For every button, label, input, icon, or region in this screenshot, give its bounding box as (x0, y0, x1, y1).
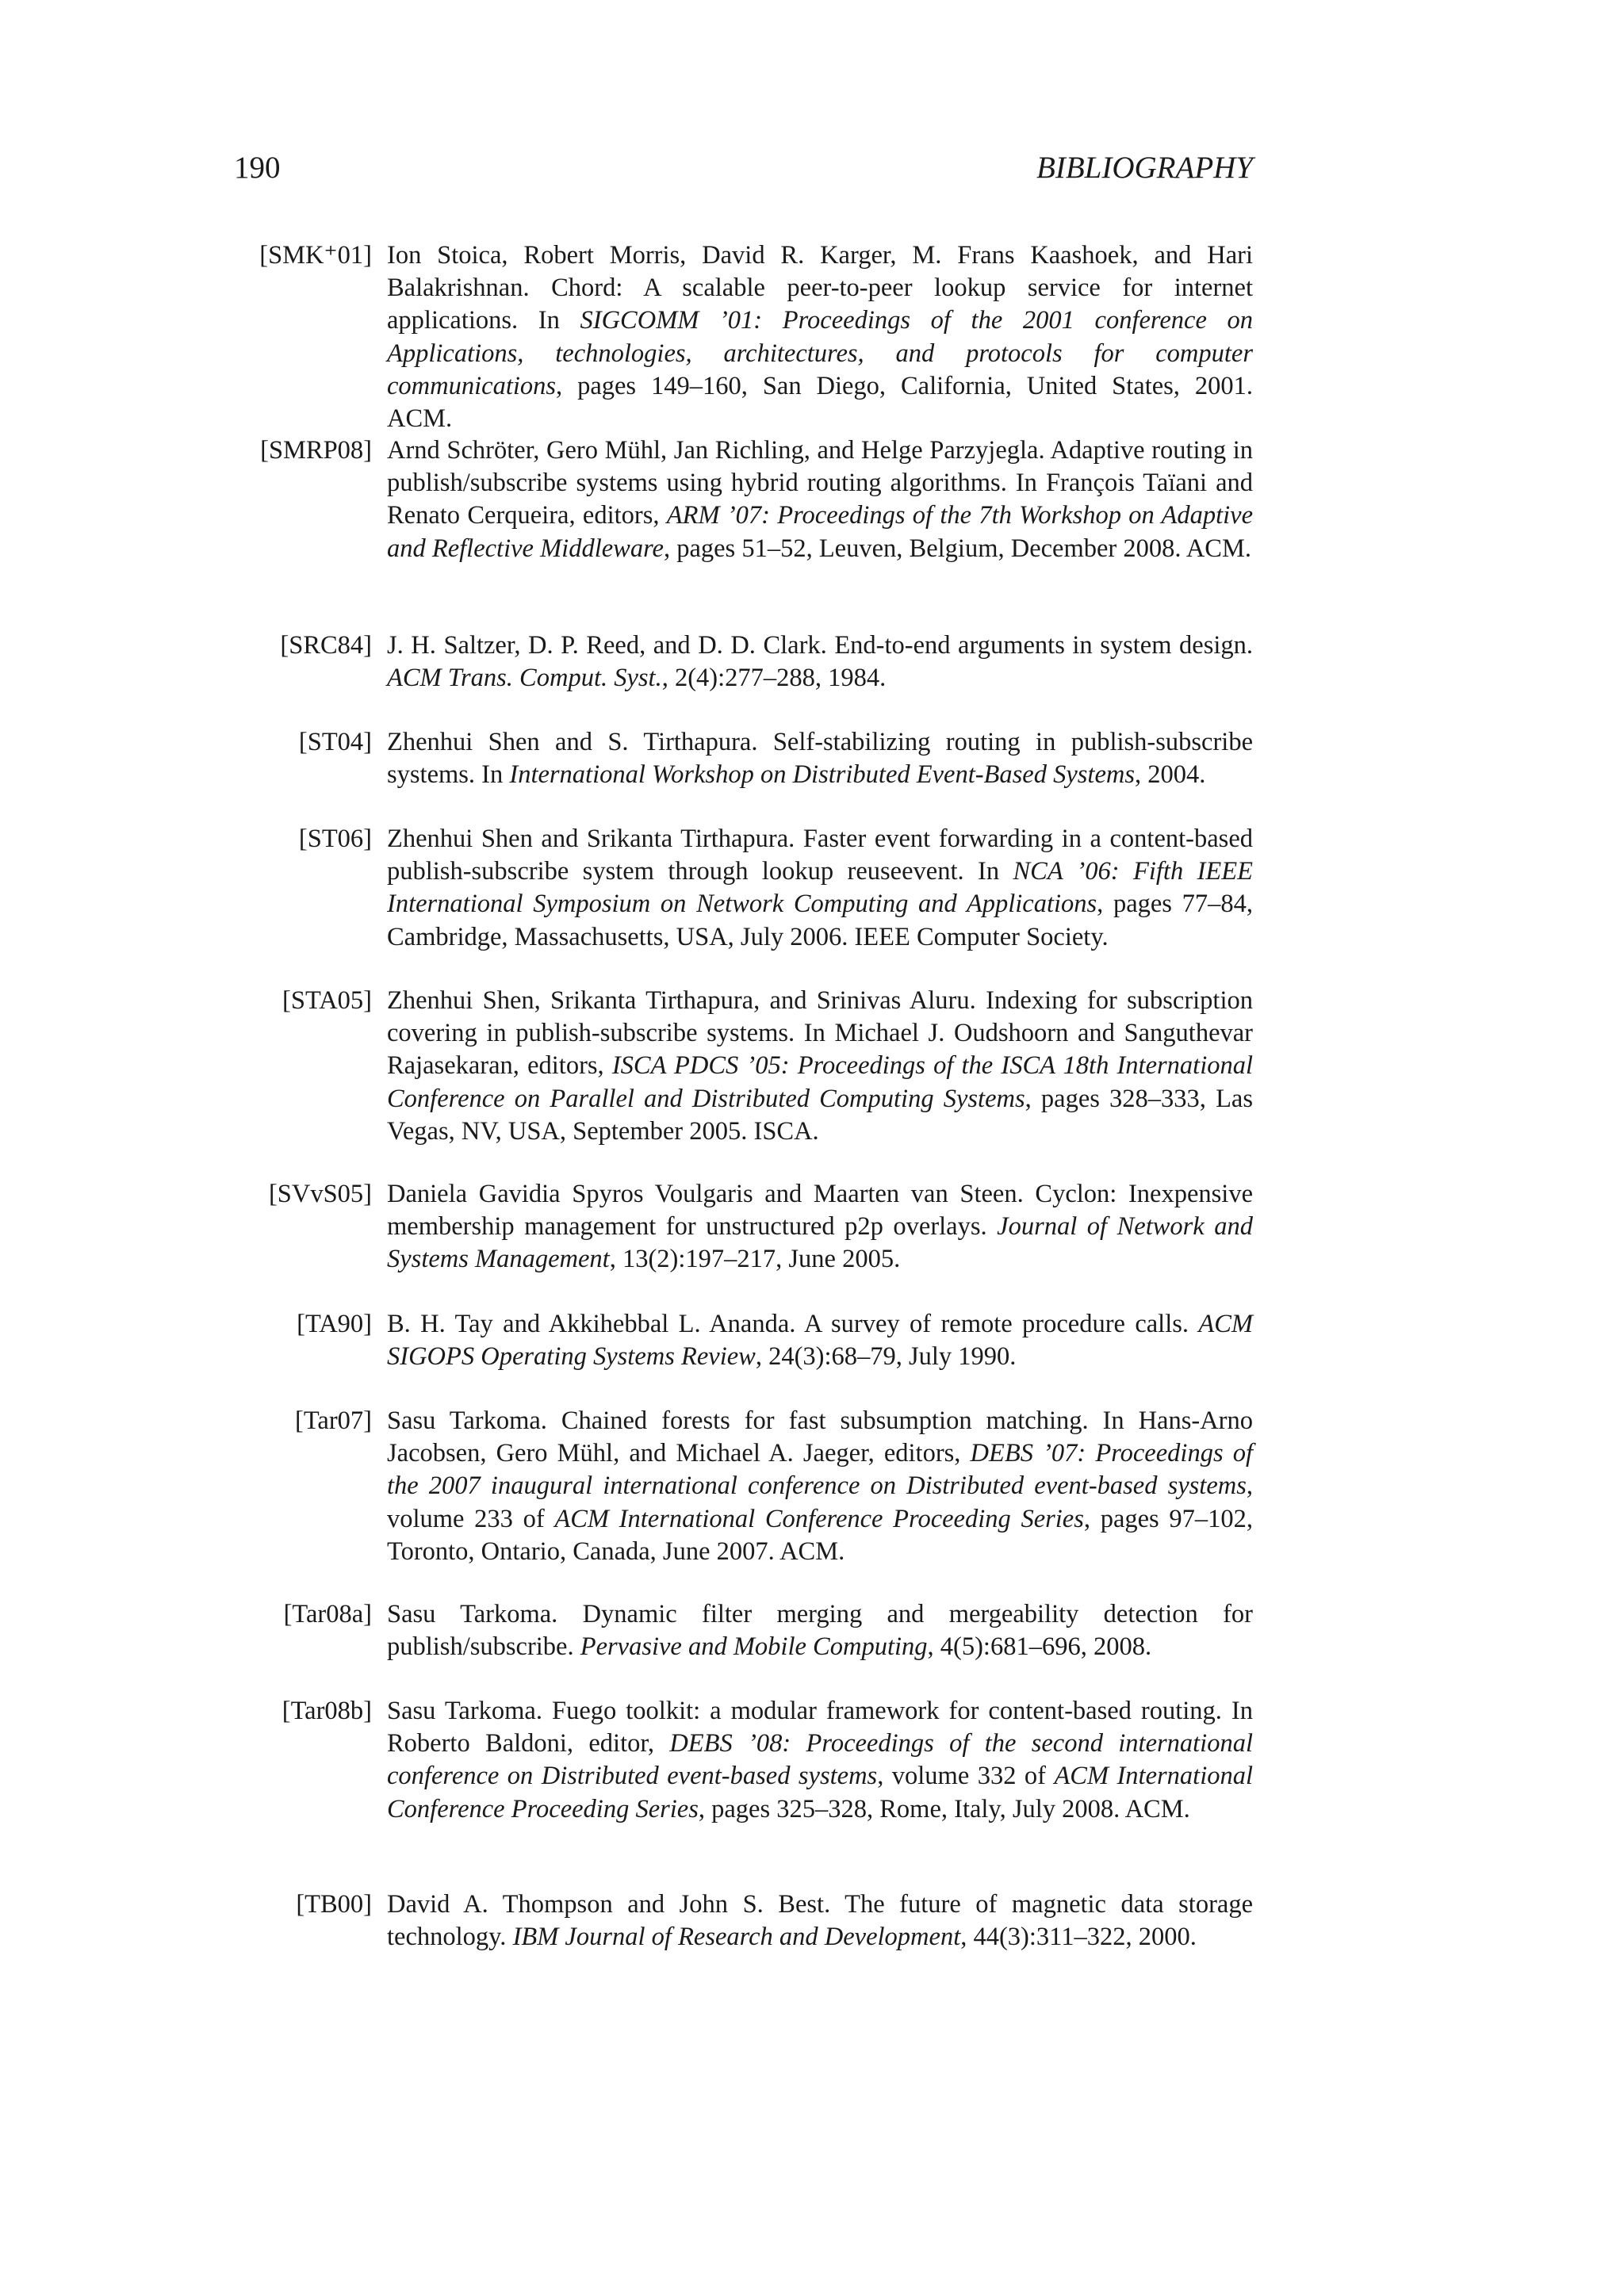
bib-entry (0, 434, 1624, 565)
bib-entry-text-segment: David A. Thompson and John S. Best. The future of magnetic data storage technology. (387, 1890, 1253, 1952)
bib-entry-text (387, 726, 1253, 791)
bib-entry-text (387, 1598, 1253, 1663)
bib-entry-title-italic: ACM Trans. Comput. Syst. (387, 664, 662, 693)
bib-entry-text-segment: Zhenhui Shen, Srikanta Tirthapura, and Srinivas Aluru. Indexing for subscription covering in publish-subscribe systems. In Michael J. Oudshoorn and Sanguthevar Rajasekaran, editors, (387, 986, 1253, 1081)
bib-entry (0, 1695, 1624, 1826)
bib-entry (0, 726, 1624, 791)
bib-entry-text-segment: Zhenhui Shen and S. Tirthapura. Self-stabilizing routing in publish-subscribe systems. In (387, 728, 1253, 790)
bib-entry (0, 239, 1624, 435)
running-title: BIBLIOGRAPHY (1036, 151, 1253, 185)
bib-entry-title-italic: ACM SIGOPS Operating Systems Review (387, 1310, 1253, 1372)
bib-entry-key: [SVvS05] (268, 1180, 372, 1208)
bib-entry-title-italic: Journal of Network and Systems Management (387, 1212, 1254, 1274)
bib-entry-title-italic: DEBS ’08: Proceedings of the second international conference on Distributed event-based systems (387, 1729, 1253, 1791)
bib-entry-text-segment: , pages 149–160, San Diego, California, United States, 2001. ACM. (387, 371, 1253, 434)
bib-entry (0, 1178, 1624, 1276)
bib-entry-text-segment: Sasu Tarkoma. Dynamic filter merging and mergeability detection for publish/subscribe. (387, 1600, 1253, 1662)
bib-entry (0, 1888, 1624, 1954)
bib-entry-text-segment: Ion Stoica, Robert Morris, David R. Karger, M. Frans Kaashoek, and Hari Balakrishnan. Chord: A scalable peer-to-peer lookup service for internet applications. In (387, 241, 1253, 335)
bib-entry-text-segment: Zhenhui Shen and Srikanta Tirthapura. Faster event forwarding in a content-based publish-subscribe system through lookup reuseevent. In (387, 825, 1253, 886)
bib-entry-text-segment: Sasu Tarkoma. Fuego toolkit: a modular framework for content-based routing. In Roberto Baldoni, editor, (387, 1697, 1253, 1758)
bib-entry-title-italic: ACM International Conference Proceeding Series (387, 1762, 1254, 1823)
bib-entry (0, 823, 1624, 954)
bib-entry-text-segment: , pages 325–328, Rome, Italy, July 2008. ACM. (698, 1794, 1190, 1823)
bib-entry-text-segment: J. H. Saltzer, D. P. Reed, and D. D. Clark. End-to-end arguments in system design. (387, 631, 1253, 660)
bib-entry-text (387, 985, 1253, 1148)
page-number: 190 (234, 151, 281, 185)
bib-entry-title-italic: ISCA PDCS ’05: Proceedings of the ISCA 18th International Conference on Parallel and Distributed Computing Systems (387, 1051, 1254, 1113)
bib-entry-text-segment: , pages 51–52, Leuven, Belgium, December 2008. ACM. (663, 534, 1251, 563)
bib-entry-text-segment: , pages 77–84, Cambridge, Massachusetts, USA, July 2006. IEEE Computer Society. (387, 890, 1254, 951)
bib-entry-text-segment: , volume 233 of (387, 1471, 1253, 1533)
bib-entry-text (387, 1888, 1253, 1954)
bib-entry-text (387, 1308, 1253, 1373)
running-head (234, 147, 1253, 189)
bib-entry-text (387, 239, 1253, 435)
bib-entry-text (387, 1178, 1253, 1276)
bib-entry-text (387, 1695, 1253, 1826)
bib-entry-key: [Tar07] (295, 1406, 372, 1435)
bib-entry (0, 629, 1624, 695)
bib-entry-text-segment: , 4(5):681–696, 2008. (927, 1632, 1152, 1662)
bib-entry-key: [ST04] (298, 728, 372, 756)
bib-entry-key: [Tar08b] (282, 1697, 372, 1725)
bib-entry-text-segment: , pages 328–333, Las Vegas, NV, USA, September 2005. ISCA. (387, 1084, 1253, 1146)
bib-entry-title-italic: ARM ’07: Proceedings of the 7th Workshop on Adaptive and Reflective Middleware (387, 501, 1254, 563)
bib-entry-text (387, 629, 1253, 695)
bib-entry-key: [ST06] (298, 825, 372, 853)
bib-entry-text-segment: Arnd Schröter, Gero Mühl, Jan Richling, and Helge Parzyjegla. Adaptive routing in publish/subscribe systems using hybrid routing algorithms. In François Taïani and Renato Cerqueira, editors, (387, 436, 1253, 530)
bib-entry (0, 1308, 1624, 1373)
bib-entry-text-segment: , 24(3):68–79, July 1990. (755, 1342, 1017, 1372)
bib-entry-text-segment: Daniela Gavidia Spyros Voulgaris and Maarten van Steen. Cyclon: Inexpensive membership management for unstructured p2p overlays. (387, 1180, 1253, 1242)
bib-entry-text-segment: , 2004. (1135, 760, 1206, 790)
bib-entry-title-italic: DEBS ’07: Proceedings of the 2007 inaugural international conference on Distributed event-based systems (387, 1439, 1253, 1501)
bib-entry-key: [SMRP08] (260, 436, 372, 465)
bib-entry-text (387, 1405, 1253, 1568)
bib-entry-text-segment: , 44(3):311–322, 2000. (960, 1923, 1197, 1952)
bib-entry-title-italic: Pervasive and Mobile Computing (580, 1632, 928, 1662)
bib-entry-text (387, 434, 1253, 565)
bib-entry-text-segment: , volume 332 of (877, 1762, 1055, 1791)
bib-entry-text-segment: , 13(2):197–217, June 2005. (609, 1245, 901, 1274)
bib-entry-key: [SRC84] (280, 631, 372, 660)
bib-entry-text-segment: Sasu Tarkoma. Chained forests for fast subsumption matching. In Hans-Arno Jacobsen, Gero Mühl, and Michael A. Jaeger, editors, (387, 1406, 1253, 1468)
bib-entry-key: [Tar08a] (283, 1600, 372, 1628)
bib-entry-key: [TA90] (297, 1310, 372, 1338)
bib-entry (0, 985, 1624, 1148)
bib-entry-text-segment: B. H. Tay and Akkihebbal L. Ananda. A survey of remote procedure calls. (387, 1310, 1199, 1338)
bib-entry-text-segment: , pages 97–102, Toronto, Ontario, Canada, June 2007. ACM. (387, 1504, 1253, 1566)
bib-entry-text (387, 823, 1253, 954)
bib-entry-title-italic: ACM International Conference Proceeding Series (554, 1504, 1084, 1533)
bib-entry-key: [STA05] (282, 986, 372, 1015)
bib-entry-title-italic: NCA ’06: Fifth IEEE International Symposium on Network Computing and Applications (387, 857, 1253, 919)
bib-entry-title-italic: IBM Journal of Research and Development (512, 1923, 961, 1952)
bib-entry-text-segment: , 2(4):277–288, 1984. (661, 664, 887, 693)
bib-entry-key: [TB00] (296, 1890, 372, 1919)
bib-entry (0, 1598, 1624, 1663)
bib-entry-title-italic: International Workshop on Distributed Event-Based Systems (509, 760, 1136, 790)
bib-entry-key: [SMK⁺01] (259, 241, 372, 270)
bib-entry-title-italic: SIGCOMM ’01: Proceedings of the 2001 conference on Applications, technologies, architectures, and protocols for computer communications (387, 306, 1253, 400)
bib-entry (0, 1405, 1624, 1568)
